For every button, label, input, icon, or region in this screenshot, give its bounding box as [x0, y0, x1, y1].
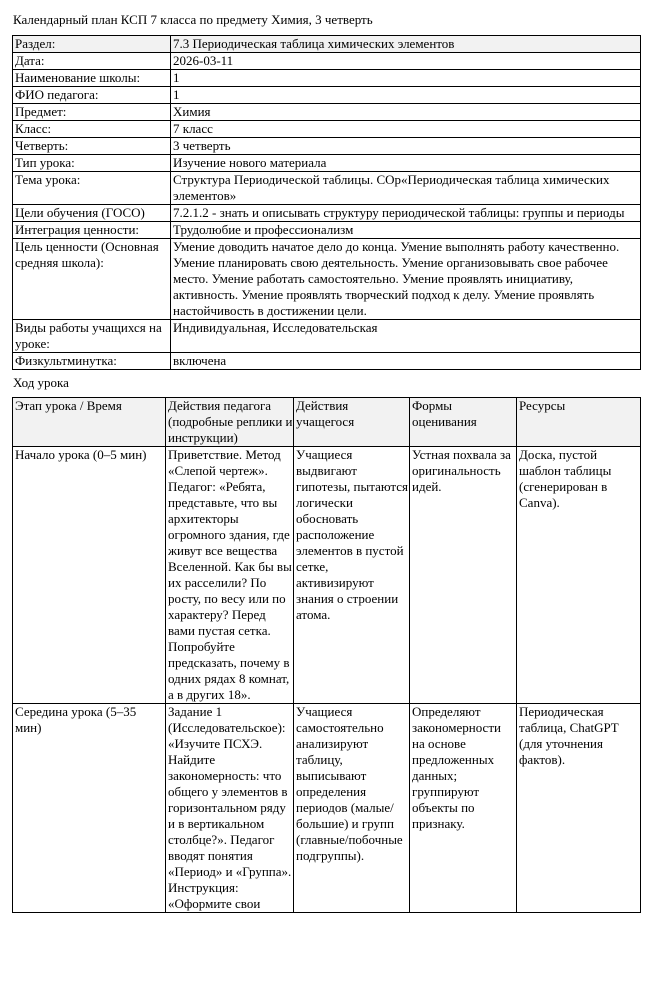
meta-key: Виды работы учащихся на уроке: — [13, 320, 171, 353]
plan-row — [13, 704, 641, 913]
plan-row — [13, 447, 641, 704]
meta-value: Умение доводить начатое дело до конца. Умение выполнять работу качественно. Умение планировать свою деятельность. Умение организовывать свое рабочее место. Умение работать самостоятельно. Умение проявлять инициативу, активность. Умение проявлять творческий подход к делу. Умение проявлять настойчивость в достижении цели. — [171, 239, 641, 320]
meta-key: Раздел: — [13, 36, 171, 53]
meta-row — [13, 104, 641, 121]
meta-row — [13, 121, 641, 138]
header-resources: Ресурсы — [517, 398, 641, 447]
header-stage: Этап урока / Время — [13, 398, 166, 447]
meta-value: 7.3 Периодическая таблица химических элементов — [171, 36, 641, 53]
meta-row — [13, 172, 641, 205]
lesson-info-table — [12, 35, 641, 370]
meta-row — [13, 205, 641, 222]
meta-key: Предмет: — [13, 104, 171, 121]
stage-cell: Середина урока (5–35 мин) — [13, 704, 166, 913]
meta-row — [13, 36, 641, 53]
meta-key: ФИО педагога: — [13, 87, 171, 104]
meta-value: 1 — [171, 70, 641, 87]
meta-key: Дата: — [13, 53, 171, 70]
meta-row — [13, 87, 641, 104]
meta-key: Класс: — [13, 121, 171, 138]
resources-cell: Доска, пустой шаблон таблицы (сгенерирован в Canva). — [517, 447, 641, 704]
teacher-cell: Приветствие. Метод «Слепой чертеж». Педагог: «Ребята, представьте, что вы архитекторы огромного здания, где живут все вещества Вселенной. Как бы вы их расселили? По росту, по весу или по характеру? Перед вами пустая сетка. Попробуйте предсказать, почему в одних рядах 8 комнат, а в других 18». — [166, 447, 294, 704]
meta-row — [13, 53, 641, 70]
meta-value: 2026-03-11 — [171, 53, 641, 70]
meta-value: 7 класс — [171, 121, 641, 138]
meta-key: Цели обучения (ГОСО) — [13, 205, 171, 222]
meta-value: Индивидуальная, Исследовательская — [171, 320, 641, 353]
meta-value: Химия — [171, 104, 641, 121]
stage-cell: Начало урока (0–5 мин) — [13, 447, 166, 704]
meta-row — [13, 320, 641, 353]
meta-row — [13, 222, 641, 239]
meta-value: Изучение нового материала — [171, 155, 641, 172]
meta-key: Наименование школы: — [13, 70, 171, 87]
lesson-plan-table — [12, 397, 641, 913]
header-assessment: Формы оценивания — [410, 398, 517, 447]
header-student: Действия учащегося — [294, 398, 410, 447]
assessment-cell: Определяют закономерности на основе предложенных данных; группируют объекты по признаку. — [410, 704, 517, 913]
header-teacher: Действия педагога (подробные реплики и инструкции) — [166, 398, 294, 447]
meta-value: 3 четверть — [171, 138, 641, 155]
resources-cell: Периодическая таблица, ChatGPT (для уточнения фактов). — [517, 704, 641, 913]
meta-value: 7.2.1.2 - знать и описывать структуру периодической таблицы: группы и периоды — [171, 205, 641, 222]
meta-row — [13, 138, 641, 155]
plan-header-row — [13, 398, 641, 447]
meta-key: Цель ценности (Основная средняя школа): — [13, 239, 171, 320]
meta-value: Структура Периодической таблицы. СОр«Периодическая таблица химических элементов» — [171, 172, 641, 205]
meta-row — [13, 70, 641, 87]
meta-value: включена — [171, 353, 641, 370]
meta-value: 1 — [171, 87, 641, 104]
document-title: Календарный план КСП 7 класса по предмету Химия, 3 четверть — [13, 12, 373, 27]
student-cell: Учащиеся самостоятельно анализируют таблицу, выписывают определения периодов (малые/большие) и групп (главные/побочные подгруппы). — [294, 704, 410, 913]
assessment-cell: Устная похвала за оригинальность идей. — [410, 447, 517, 704]
teacher-cell: Задание 1 (Исследовательское): «Изучите ПСХЭ. Найдите закономерность: что общего у элементов в горизонтальном ряду и в вертикальном столбце?». Педагог вводят понятия «Период» и «Группа». Инструкция: «Оформите свои — [166, 704, 294, 913]
meta-row — [13, 239, 641, 320]
meta-key: Тема урока: — [13, 172, 171, 205]
meta-row — [13, 353, 641, 370]
meta-key: Интеграция ценности: — [13, 222, 171, 239]
meta-key: Физкультминутка: — [13, 353, 171, 370]
meta-key: Четверть: — [13, 138, 171, 155]
meta-key: Тип урока: — [13, 155, 171, 172]
meta-row — [13, 155, 641, 172]
section-title: Ход урока — [13, 375, 69, 390]
meta-value: Трудолюбие и профессионализм — [171, 222, 641, 239]
student-cell: Учащиеся выдвигают гипотезы, пытаются логически обосновать расположение элементов в пустой сетке, активизируют знания о строении атома. — [294, 447, 410, 704]
